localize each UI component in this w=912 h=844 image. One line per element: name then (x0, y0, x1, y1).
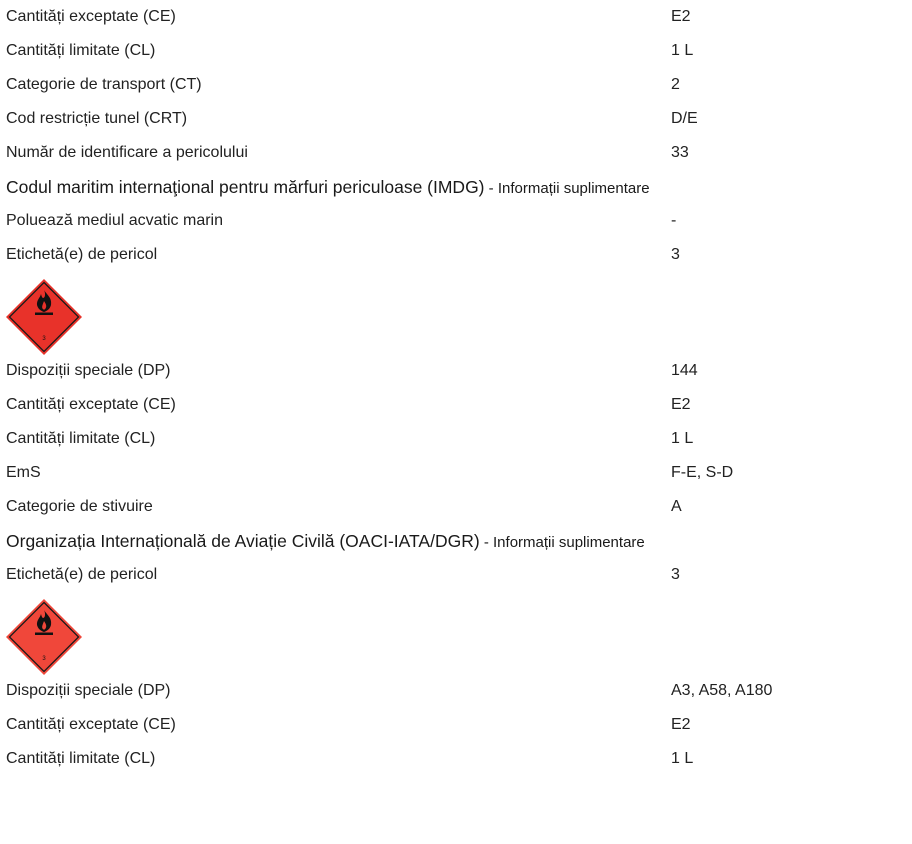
property-label: Etichetă(e) de pericol (6, 246, 158, 263)
property-label: Cantități limitate (CL) (6, 430, 156, 447)
property-row (6, 674, 912, 708)
property-value: A (671, 498, 682, 515)
property-label: Cantități limitate (CL) (6, 42, 156, 59)
property-value: - (671, 212, 677, 229)
property-row (6, 422, 912, 456)
heading-separator: - (479, 534, 494, 551)
property-value: A3, A58, A180 (671, 682, 773, 699)
hazard-class-number: 3 (42, 656, 46, 662)
property-label: Dispoziții speciale (DP) (6, 362, 171, 379)
property-label: Categorie de stivuire (6, 498, 153, 515)
property-label: Cantități limitate (CL) (6, 750, 156, 767)
property-label: EmS (6, 464, 41, 481)
property-value: E2 (671, 716, 691, 733)
transport-info-document (6, 0, 912, 776)
property-value: 3 (671, 246, 680, 263)
flammable-liquid-icon (4, 597, 84, 677)
property-row (6, 490, 912, 524)
property-value: 33 (671, 144, 689, 161)
property-row (6, 456, 912, 490)
property-row (6, 238, 912, 272)
property-value: 2 (671, 76, 680, 93)
heading-separator: - (484, 180, 498, 197)
property-row (6, 102, 912, 136)
hazard-class-number: 3 (42, 336, 46, 342)
property-label: Cod restricție tunel (CRT) (6, 110, 188, 127)
property-label: Etichetă(e) de pericol (6, 566, 158, 583)
property-row (6, 0, 912, 34)
imdg-section-title: Codul maritim internaţional pentru mărfuri periculoase (IMDG) (6, 177, 485, 197)
property-row (6, 388, 912, 422)
property-row (6, 34, 912, 68)
property-label: Dispoziții speciale (DP) (6, 682, 171, 699)
icao-section-title: Organizația Internațională de Aviație Civilă (OACI-IATA/DGR) (6, 531, 480, 551)
property-row (6, 68, 912, 102)
property-label: Cantități exceptate (CE) (6, 8, 176, 25)
property-value: 1 L (671, 42, 694, 59)
icao-hazard-pictogram (6, 592, 912, 674)
property-value: D/E (671, 110, 698, 127)
imdg-hazard-pictogram (6, 272, 912, 354)
property-row (6, 354, 912, 388)
property-row (6, 204, 912, 238)
property-value: E2 (671, 8, 691, 25)
icao-section-heading (6, 524, 912, 558)
property-label: Poluează mediul acvatic marin (6, 212, 223, 229)
property-value: 3 (671, 566, 680, 583)
property-label: Cantități exceptate (CE) (6, 716, 176, 733)
property-value: E2 (671, 396, 691, 413)
property-label: Categorie de transport (CT) (6, 76, 202, 93)
property-value: 1 L (671, 430, 694, 447)
property-label: Număr de identificare a pericolului (6, 144, 248, 161)
icao-more-info-link[interactable]: Informații suplimentare (493, 534, 645, 551)
property-value: 144 (671, 362, 698, 379)
property-row (6, 558, 912, 592)
property-row (6, 742, 912, 776)
imdg-more-info-link[interactable]: Informații suplimentare (497, 180, 650, 197)
property-row (6, 136, 912, 170)
property-value: 1 L (671, 750, 694, 767)
property-label: Cantități exceptate (CE) (6, 396, 176, 413)
property-row (6, 708, 912, 742)
flammable-liquid-icon (4, 277, 84, 357)
property-value: F-E, S-D (671, 464, 734, 481)
imdg-section-heading (6, 170, 912, 204)
